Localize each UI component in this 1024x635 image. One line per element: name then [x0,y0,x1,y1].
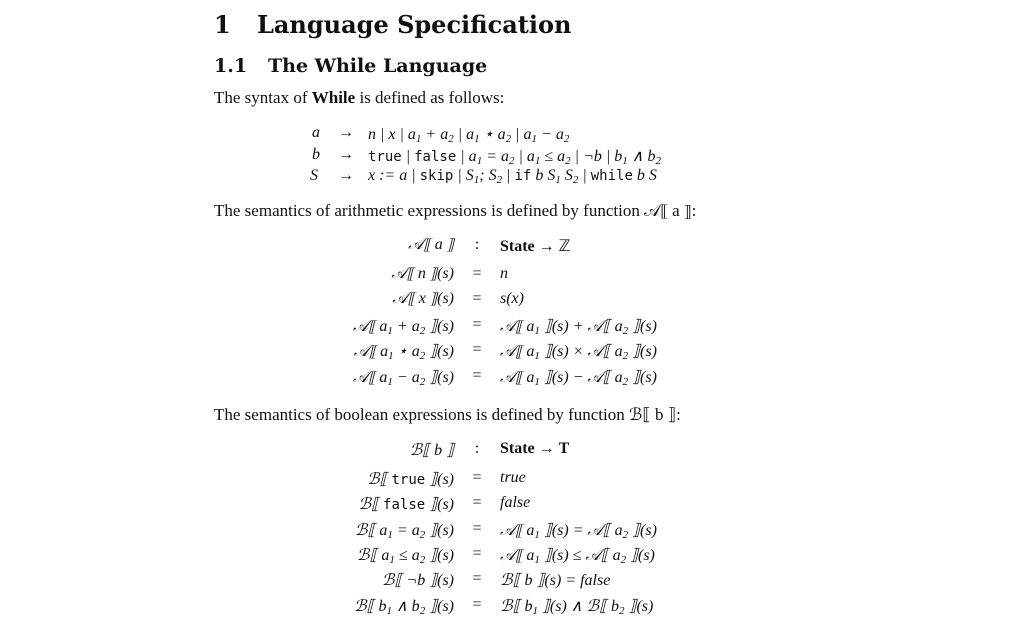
grammar-lhs: S [310,167,318,184]
section-title: Language Specification [257,10,572,39]
language-name: While [311,88,356,107]
grammar-arrow: → [338,146,354,163]
arith-rule-lhs: 𝒜⟦ $a_1 - a_2$ ⟧(s) [352,369,454,388]
section-number: 1 [214,10,231,39]
bool-rule-rhs: true [500,469,526,486]
bool-rule-lhs: ℬ⟦ $a_1 = a_2$ ⟧(s) [354,522,454,541]
bool-rule-lhs: ℬ⟦ $b_1$ ∧ $b_2$ ⟧(s) [353,598,454,617]
bool-rule-op: = [472,545,482,562]
arith-sig-op: : [474,236,480,253]
grammar-arrow: → [338,124,354,141]
bool-rule-lhs: ℬ⟦ false ⟧(s) [358,496,454,513]
bool-rule-op: = [472,570,482,587]
arith-sig-lhs: 𝒜⟦ a ⟧ [408,236,454,253]
arith-rule-rhs: n [500,265,508,282]
arith-rule-op: = [472,265,482,282]
intro-text-before: The syntax of [214,88,312,107]
arith-rule-rhs: 𝒜⟦ $a_1$ ⟧(s) × 𝒜⟦ $a_2$ ⟧(s) [500,343,657,362]
arith-rule-lhs: 𝒜⟦ $a_1 + a_2$ ⟧(s) [352,318,454,337]
intro-text-after: is defined as follows: [355,88,505,107]
subsection-number: 1.1 [214,55,248,77]
bool-rule-rhs: 𝒜⟦ $a_1$ ⟧(s) = 𝒜⟦ $a_2$ ⟧(s) [500,522,657,541]
arith-rule-op: = [472,290,482,307]
arith-rule-lhs: 𝒜⟦ n ⟧(s) [391,265,454,282]
bool-rule-op: = [472,596,482,613]
subsection-title: The While Language [268,55,488,77]
arith-rule-rhs: 𝒜⟦ $a_1$ ⟧(s) − 𝒜⟦ $a_2$ ⟧(s) [500,369,657,388]
intro-paragraph [214,88,504,108]
bool-rule-op: = [472,494,482,511]
bool-rule-op: = [472,520,482,537]
grammar-lhs: a [312,124,320,141]
arith-rule-rhs: s(x) [500,290,524,307]
bool-intro-paragraph: The semantics of boolean expressions is defined by function ℬ⟦ b ⟧: [214,405,681,424]
grammar-arrow: → [338,167,354,184]
bool-rule-lhs: ℬ⟦ $a_1 \le a_2$ ⟧(s) [356,547,454,566]
bool-rule-rhs: ℬ⟦ $b_1$ ⟧(s) ∧ ℬ⟦ $b_2$ ⟧(s) [500,598,654,617]
bool-rule-lhs: ℬ⟦ ¬b ⟧(s) [381,572,454,589]
arith-rule-rhs: 𝒜⟦ $a_1$ ⟧(s) + 𝒜⟦ $a_2$ ⟧(s) [500,318,657,337]
bool-rule-op: = [472,469,482,486]
arith-rule-op: = [472,341,482,358]
bool-sig-rhs: State → T [500,440,570,457]
arith-rule-lhs: 𝒜⟦ x ⟧(s) [392,290,454,307]
bool-rule-rhs: ℬ⟦ b ⟧(s) = false [500,572,611,589]
bool-rule-lhs: ℬ⟦ true ⟧(s) [366,471,454,488]
bool-rule-rhs: 𝒜⟦ $a_1$ ⟧(s) ≤ 𝒜⟦ $a_2$ ⟧(s) [500,547,655,566]
grammar-rhs: n | x | $a_1 + a_2$ | $a_1$ ⋆ $a_2$ | $a_1 - a_2$ [368,126,570,145]
arith-intro-paragraph: The semantics of arithmetic expressions is defined by function 𝒜⟦ a ⟧: [214,201,697,220]
arith-rule-op: = [472,367,482,384]
arith-rule-lhs: 𝒜⟦ $a_1$ ⋆ $a_2$ ⟧(s) [353,343,454,362]
arith-sig-rhs: State → ℤ [500,238,571,255]
grammar-rhs: x := a | skip | $S_1$; $S_2$ | if b $S_1$ $S_2$ | while b S [368,167,657,186]
arith-rule-op: = [472,316,482,333]
bool-rule-rhs: false [500,494,531,511]
grammar-rhs: true | false | $a_1 = a_2$ | $a_1 \le a_2$ | ¬b | $b_1$ ∧ $b_2$ [368,148,661,167]
bool-sig-op: : [474,440,480,457]
bool-sig-lhs: ℬ⟦ b ⟧ [409,442,454,459]
grammar-lhs: b [312,146,320,163]
